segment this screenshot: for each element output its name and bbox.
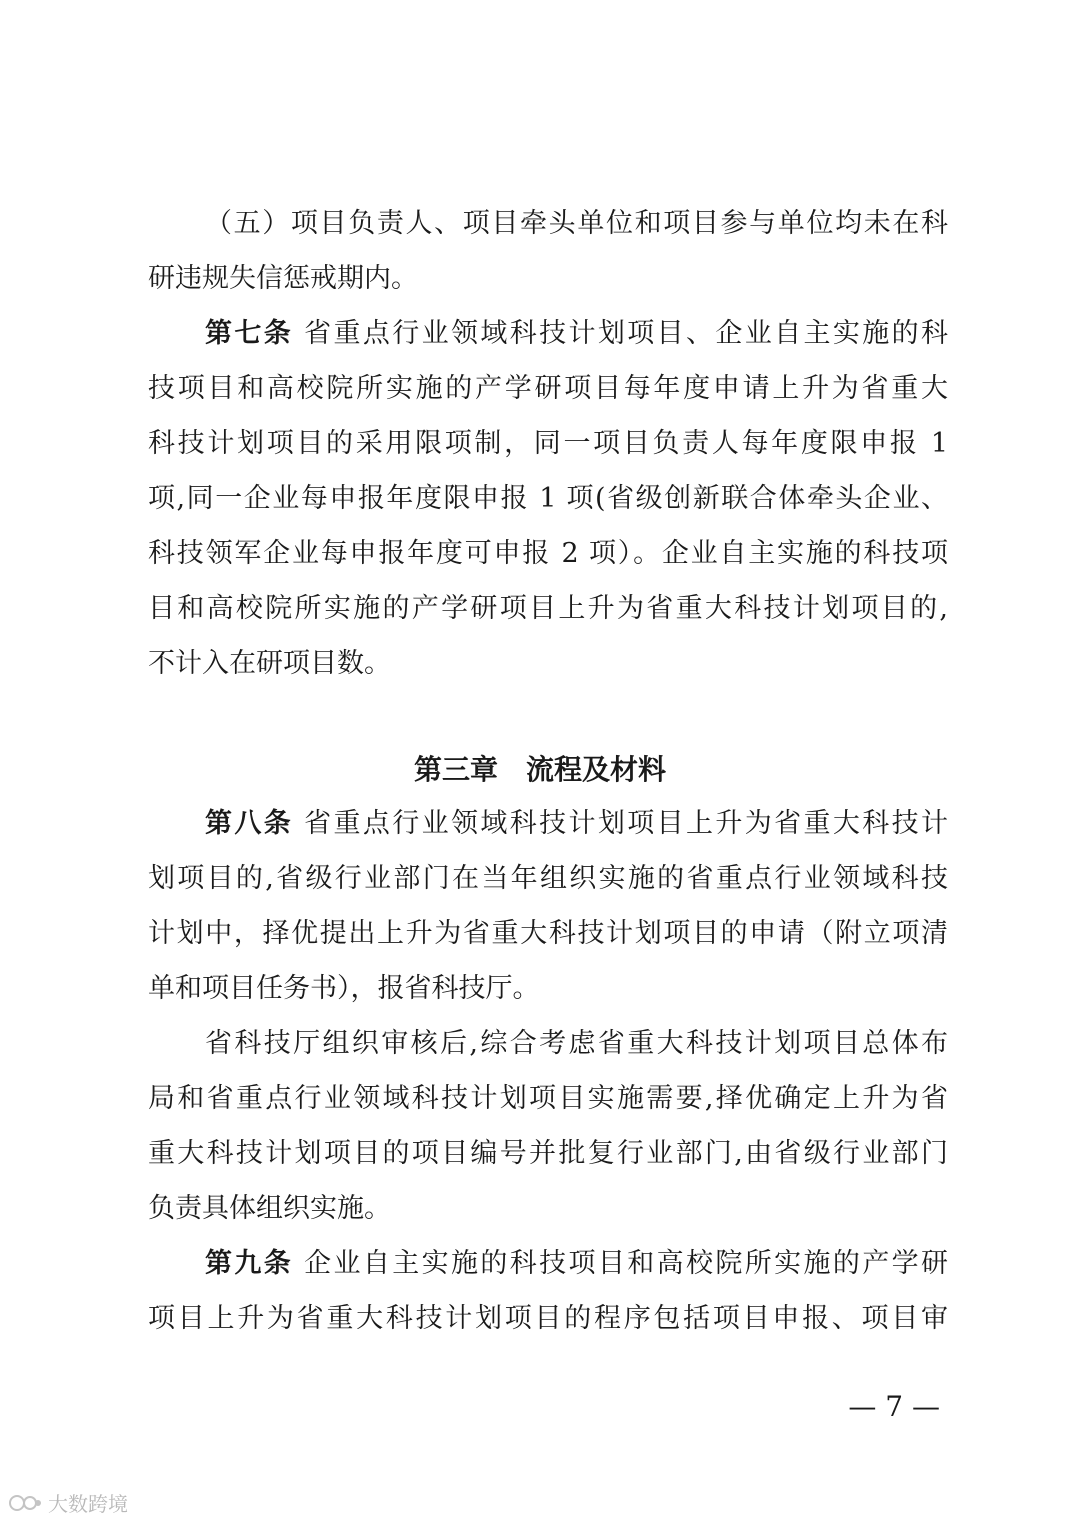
paragraph-line: 单和项目任务书），报省科技厅。: [148, 973, 540, 1004]
watermark-logo-icon: [8, 1492, 42, 1514]
paragraph-line: 划项目的,省级行业部门在当年组织实施的省重点行业领域科技: [148, 863, 948, 894]
paragraph-line: 第九条 企业自主实施的科技项目和高校院所实施的产学研: [205, 1248, 948, 1279]
article-heading: 第九条: [205, 1248, 294, 1279]
watermark-text: 大数跨境: [48, 1492, 128, 1516]
article-heading: 第七条: [205, 318, 294, 349]
paragraph-line: 科技领军企业每申报年度可申报 2 项）。企业自主实施的科技项: [148, 538, 948, 569]
paragraph-line: 研违规失信惩戒期内。: [148, 263, 418, 294]
paragraph-line: 局和省重点行业领域科技计划项目实施需要,择优确定上升为省: [148, 1083, 948, 1114]
paragraph-line: 技项目和高校院所实施的产学研项目每年度申请上升为省重大: [148, 373, 948, 404]
paragraph-line: 不计入在研项目数。: [148, 648, 391, 679]
page-number: — 7 —: [848, 1390, 940, 1423]
paragraph-line: 项目上升为省重大科技计划项目的程序包括项目申报、项目审: [148, 1303, 948, 1334]
paragraph-line: 第八条 省重点行业领域科技计划项目上升为省重大科技计: [205, 808, 948, 839]
watermark: [8, 1488, 128, 1517]
paragraph-line: （五）项目负责人、项目牵头单位和项目参与单位均未在科: [205, 208, 948, 239]
paragraph-line: 项,同一企业每申报年度限申报 1 项(省级创新联合体牵头企业、: [148, 483, 948, 514]
article-heading: 第八条: [205, 808, 294, 839]
paragraph-line: 科技计划项目的采用限项制，同一项目负责人每年度限申报 1: [148, 428, 948, 459]
chapter-title: 流程及材料: [526, 753, 667, 786]
paragraph-line: 第七条 省重点行业领域科技计划项目、企业自主实施的科: [205, 318, 948, 349]
paragraph-line: 目和高校院所实施的产学研项目上升为省重大科技计划项目的,: [148, 593, 948, 624]
paragraph-line: 负责具体组织实施。: [148, 1193, 391, 1224]
paragraph-line: 计划中，择优提出上升为省重大科技计划项目的申请（附立项清: [148, 918, 948, 949]
paragraph-line: 重大科技计划项目的项目编号并批复行业部门,由省级行业部门: [148, 1138, 948, 1169]
paragraph-line: 省科技厅组织审核后,综合考虑省重大科技计划项目总体布: [205, 1028, 948, 1059]
chapter-number: 第三章: [413, 753, 498, 786]
chapter-heading: [0, 752, 1080, 788]
